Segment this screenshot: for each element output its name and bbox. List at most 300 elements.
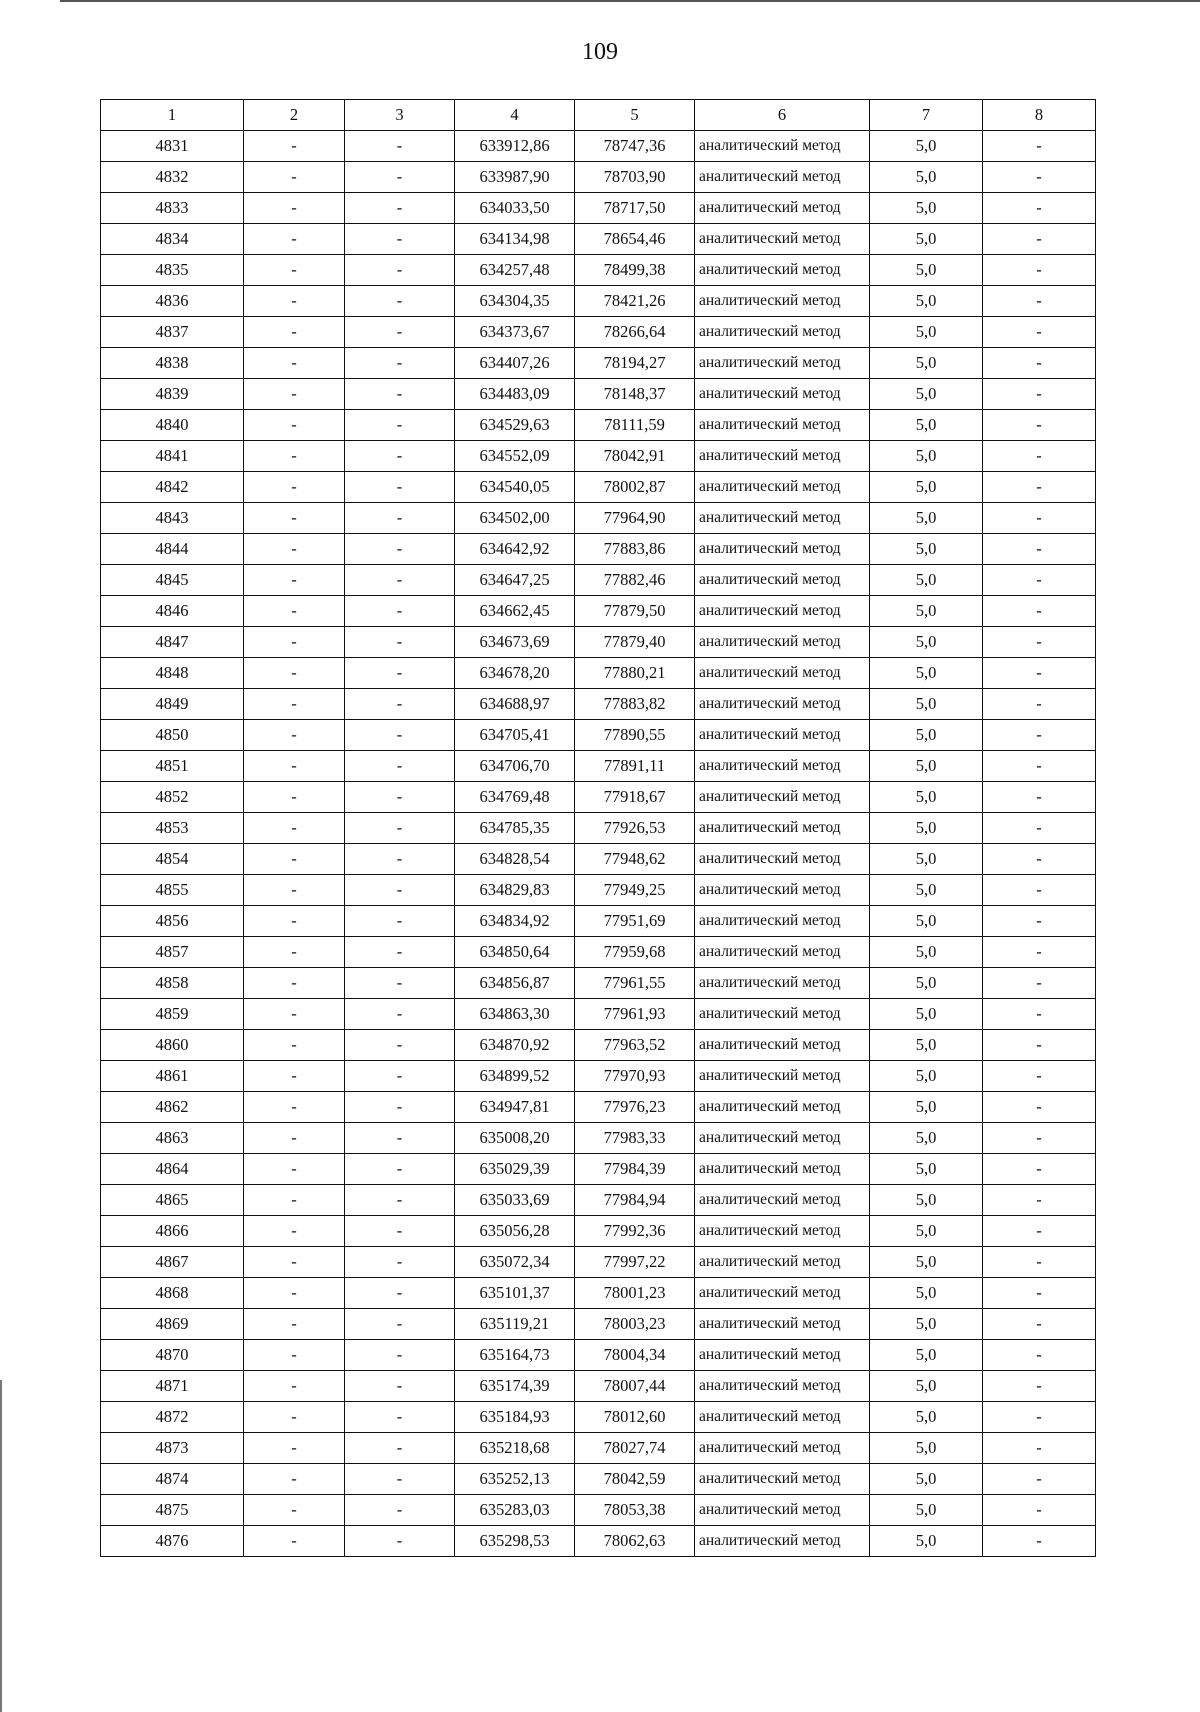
cell-col-8: - — [983, 1402, 1096, 1433]
cell-col-8: - — [983, 255, 1096, 286]
table-row — [101, 441, 1096, 472]
cell-col-8: - — [983, 348, 1096, 379]
cell-point-number: 4862 — [101, 1092, 244, 1123]
cell-col-3: - — [345, 1402, 455, 1433]
cell-col-8: - — [983, 224, 1096, 255]
cell-method: аналитический метод — [695, 968, 870, 999]
table-row — [101, 503, 1096, 534]
cell-col-8: - — [983, 534, 1096, 565]
cell-col-2: - — [244, 131, 345, 162]
cell-accuracy: 5,0 — [870, 472, 983, 503]
cell-col-2: - — [244, 1433, 345, 1464]
cell-col-8: - — [983, 286, 1096, 317]
cell-accuracy: 5,0 — [870, 1154, 983, 1185]
cell-col-8: - — [983, 1092, 1096, 1123]
cell-accuracy: 5,0 — [870, 348, 983, 379]
cell-point-number: 4852 — [101, 782, 244, 813]
cell-method: аналитический метод — [695, 1092, 870, 1123]
cell-accuracy: 5,0 — [870, 1030, 983, 1061]
cell-col-3: - — [345, 751, 455, 782]
cell-coord-y: 77964,90 — [575, 503, 695, 534]
page-number: 109 — [582, 39, 618, 65]
cell-coord-x: 634678,20 — [455, 658, 575, 689]
cell-col-3: - — [345, 255, 455, 286]
cell-point-number: 4850 — [101, 720, 244, 751]
table-row — [101, 1402, 1096, 1433]
cell-method: аналитический метод — [695, 1433, 870, 1464]
cell-method: аналитический метод — [695, 317, 870, 348]
cell-accuracy: 5,0 — [870, 1092, 983, 1123]
cell-method: аналитический метод — [695, 441, 870, 472]
cell-col-2: - — [244, 813, 345, 844]
cell-coord-y: 77926,53 — [575, 813, 695, 844]
cell-col-3: - — [345, 968, 455, 999]
cell-coord-x: 635184,93 — [455, 1402, 575, 1433]
cell-point-number: 4853 — [101, 813, 244, 844]
cell-accuracy: 5,0 — [870, 937, 983, 968]
cell-coord-y: 77997,22 — [575, 1247, 695, 1278]
cell-accuracy: 5,0 — [870, 441, 983, 472]
cell-col-8: - — [983, 999, 1096, 1030]
cell-point-number: 4838 — [101, 348, 244, 379]
cell-method: аналитический метод — [695, 534, 870, 565]
cell-coord-x: 634899,52 — [455, 1061, 575, 1092]
cell-method: аналитический метод — [695, 1495, 870, 1526]
cell-accuracy: 5,0 — [870, 875, 983, 906]
cell-accuracy: 5,0 — [870, 720, 983, 751]
cell-point-number: 4831 — [101, 131, 244, 162]
cell-point-number: 4845 — [101, 565, 244, 596]
cell-method: аналитический метод — [695, 1464, 870, 1495]
cell-accuracy: 5,0 — [870, 1061, 983, 1092]
table-row — [101, 782, 1096, 813]
cell-col-3: - — [345, 441, 455, 472]
cell-col-3: - — [345, 193, 455, 224]
cell-coord-y: 77948,62 — [575, 844, 695, 875]
cell-coord-x: 634373,67 — [455, 317, 575, 348]
cell-method: аналитический метод — [695, 813, 870, 844]
cell-point-number: 4854 — [101, 844, 244, 875]
cell-col-8: - — [983, 1061, 1096, 1092]
cell-coord-x: 635298,53 — [455, 1526, 575, 1557]
cell-coord-x: 634540,05 — [455, 472, 575, 503]
cell-col-8: - — [983, 162, 1096, 193]
cell-col-3: - — [345, 1123, 455, 1154]
cell-col-8: - — [983, 1340, 1096, 1371]
cell-col-8: - — [983, 1030, 1096, 1061]
cell-point-number: 4833 — [101, 193, 244, 224]
cell-point-number: 4856 — [101, 906, 244, 937]
cell-accuracy: 5,0 — [870, 534, 983, 565]
cell-col-3: - — [345, 286, 455, 317]
cell-point-number: 4837 — [101, 317, 244, 348]
cell-coord-y: 78003,23 — [575, 1309, 695, 1340]
cell-col-3: - — [345, 689, 455, 720]
cell-col-8: - — [983, 937, 1096, 968]
cell-col-3: - — [345, 1092, 455, 1123]
table-row — [101, 1185, 1096, 1216]
cell-col-2: - — [244, 1216, 345, 1247]
cell-col-8: - — [983, 441, 1096, 472]
cell-accuracy: 5,0 — [870, 1340, 983, 1371]
cell-method: аналитический метод — [695, 193, 870, 224]
column-header-6: 6 — [695, 100, 870, 131]
cell-accuracy: 5,0 — [870, 596, 983, 627]
table-row — [101, 1495, 1096, 1526]
cell-col-8: - — [983, 1154, 1096, 1185]
cell-method: аналитический метод — [695, 379, 870, 410]
cell-col-2: - — [244, 1185, 345, 1216]
cell-coord-x: 634529,63 — [455, 410, 575, 441]
cell-point-number: 4844 — [101, 534, 244, 565]
cell-col-3: - — [345, 720, 455, 751]
cell-coord-x: 635164,73 — [455, 1340, 575, 1371]
cell-accuracy: 5,0 — [870, 503, 983, 534]
cell-coord-y: 78111,59 — [575, 410, 695, 441]
cell-point-number: 4865 — [101, 1185, 244, 1216]
cell-method: аналитический метод — [695, 658, 870, 689]
table-row — [101, 906, 1096, 937]
cell-col-3: - — [345, 844, 455, 875]
cell-coord-x: 633987,90 — [455, 162, 575, 193]
cell-accuracy: 5,0 — [870, 565, 983, 596]
cell-point-number: 4858 — [101, 968, 244, 999]
cell-accuracy: 5,0 — [870, 1123, 983, 1154]
table-row — [101, 162, 1096, 193]
cell-col-2: - — [244, 534, 345, 565]
cell-accuracy: 5,0 — [870, 1216, 983, 1247]
cell-coord-x: 635119,21 — [455, 1309, 575, 1340]
cell-method: аналитический метод — [695, 286, 870, 317]
cell-method: аналитический метод — [695, 751, 870, 782]
cell-coord-x: 634483,09 — [455, 379, 575, 410]
cell-col-2: - — [244, 193, 345, 224]
cell-coord-y: 78042,59 — [575, 1464, 695, 1495]
cell-accuracy: 5,0 — [870, 689, 983, 720]
cell-col-8: - — [983, 503, 1096, 534]
cell-col-2: - — [244, 1061, 345, 1092]
table-row — [101, 1247, 1096, 1278]
cell-col-3: - — [345, 999, 455, 1030]
cell-col-8: - — [983, 844, 1096, 875]
cell-col-8: - — [983, 1495, 1096, 1526]
cell-accuracy: 5,0 — [870, 1402, 983, 1433]
cell-coord-y: 78148,37 — [575, 379, 695, 410]
cell-point-number: 4839 — [101, 379, 244, 410]
cell-coord-x: 634502,00 — [455, 503, 575, 534]
cell-col-2: - — [244, 844, 345, 875]
cell-col-3: - — [345, 1371, 455, 1402]
cell-method: аналитический метод — [695, 565, 870, 596]
table-row — [101, 1092, 1096, 1123]
cell-coord-x: 635174,39 — [455, 1371, 575, 1402]
cell-col-2: - — [244, 162, 345, 193]
cell-point-number: 4840 — [101, 410, 244, 441]
cell-col-3: - — [345, 1464, 455, 1495]
cell-method: аналитический метод — [695, 1526, 870, 1557]
cell-method: аналитический метод — [695, 131, 870, 162]
table-row — [101, 534, 1096, 565]
table-row — [101, 1154, 1096, 1185]
cell-method: аналитический метод — [695, 503, 870, 534]
cell-col-2: - — [244, 379, 345, 410]
cell-coord-x: 634257,48 — [455, 255, 575, 286]
cell-col-8: - — [983, 472, 1096, 503]
cell-method: аналитический метод — [695, 1340, 870, 1371]
cell-point-number: 4863 — [101, 1123, 244, 1154]
cell-col-2: - — [244, 224, 345, 255]
cell-coord-y: 78654,46 — [575, 224, 695, 255]
cell-col-3: - — [345, 379, 455, 410]
cell-point-number: 4847 — [101, 627, 244, 658]
cell-method: аналитический метод — [695, 162, 870, 193]
cell-coord-y: 78499,38 — [575, 255, 695, 286]
cell-point-number: 4872 — [101, 1402, 244, 1433]
cell-method: аналитический метод — [695, 720, 870, 751]
cell-col-3: - — [345, 1526, 455, 1557]
cell-accuracy: 5,0 — [870, 255, 983, 286]
cell-col-8: - — [983, 720, 1096, 751]
cell-col-2: - — [244, 1340, 345, 1371]
table-row — [101, 1030, 1096, 1061]
cell-col-2: - — [244, 441, 345, 472]
cell-coord-x: 635218,68 — [455, 1433, 575, 1464]
cell-col-2: - — [244, 317, 345, 348]
cell-coord-x: 634662,45 — [455, 596, 575, 627]
table-row — [101, 1433, 1096, 1464]
cell-accuracy: 5,0 — [870, 162, 983, 193]
table-row — [101, 348, 1096, 379]
table-row — [101, 596, 1096, 627]
cell-col-2: - — [244, 875, 345, 906]
table-header-row — [101, 100, 1096, 131]
cell-accuracy: 5,0 — [870, 1433, 983, 1464]
cell-col-8: - — [983, 1526, 1096, 1557]
cell-col-3: - — [345, 782, 455, 813]
table-row — [101, 689, 1096, 720]
cell-coord-y: 78266,64 — [575, 317, 695, 348]
cell-col-2: - — [244, 503, 345, 534]
cell-point-number: 4866 — [101, 1216, 244, 1247]
cell-col-3: - — [345, 627, 455, 658]
cell-point-number: 4842 — [101, 472, 244, 503]
table-row — [101, 844, 1096, 875]
cell-method: аналитический метод — [695, 1309, 870, 1340]
column-header-4: 4 — [455, 100, 575, 131]
cell-col-2: - — [244, 1371, 345, 1402]
cell-coord-x: 634688,97 — [455, 689, 575, 720]
cell-col-2: - — [244, 1495, 345, 1526]
cell-col-3: - — [345, 937, 455, 968]
cell-accuracy: 5,0 — [870, 627, 983, 658]
cell-col-8: - — [983, 1278, 1096, 1309]
cell-accuracy: 5,0 — [870, 224, 983, 255]
table-row — [101, 565, 1096, 596]
cell-col-8: - — [983, 1464, 1096, 1495]
cell-coord-y: 77918,67 — [575, 782, 695, 813]
cell-coord-x: 634863,30 — [455, 999, 575, 1030]
cell-accuracy: 5,0 — [870, 1247, 983, 1278]
cell-coord-x: 635008,20 — [455, 1123, 575, 1154]
cell-coord-y: 77880,21 — [575, 658, 695, 689]
table-row — [101, 968, 1096, 999]
cell-coord-y: 77984,94 — [575, 1185, 695, 1216]
table-row — [101, 1340, 1096, 1371]
cell-coord-x: 634642,92 — [455, 534, 575, 565]
cell-point-number: 4870 — [101, 1340, 244, 1371]
table-row — [101, 1123, 1096, 1154]
cell-col-3: - — [345, 565, 455, 596]
cell-point-number: 4832 — [101, 162, 244, 193]
table-row — [101, 224, 1096, 255]
cell-coord-y: 78717,50 — [575, 193, 695, 224]
cell-coord-y: 78007,44 — [575, 1371, 695, 1402]
cell-col-2: - — [244, 720, 345, 751]
cell-accuracy: 5,0 — [870, 131, 983, 162]
cell-point-number: 4861 — [101, 1061, 244, 1092]
cell-point-number: 4836 — [101, 286, 244, 317]
cell-method: аналитический метод — [695, 1371, 870, 1402]
table-row — [101, 410, 1096, 441]
table-row — [101, 751, 1096, 782]
cell-col-2: - — [244, 751, 345, 782]
cell-point-number: 4841 — [101, 441, 244, 472]
cell-coord-x: 634870,92 — [455, 1030, 575, 1061]
cell-method: аналитический метод — [695, 627, 870, 658]
cell-accuracy: 5,0 — [870, 968, 983, 999]
cell-accuracy: 5,0 — [870, 782, 983, 813]
cell-col-8: - — [983, 1247, 1096, 1278]
cell-coord-x: 634304,35 — [455, 286, 575, 317]
cell-col-3: - — [345, 1495, 455, 1526]
table-row — [101, 875, 1096, 906]
cell-col-8: - — [983, 627, 1096, 658]
cell-point-number: 4857 — [101, 937, 244, 968]
cell-accuracy: 5,0 — [870, 813, 983, 844]
cell-coord-y: 77959,68 — [575, 937, 695, 968]
cell-col-2: - — [244, 348, 345, 379]
cell-col-3: - — [345, 1278, 455, 1309]
cell-col-8: - — [983, 193, 1096, 224]
cell-accuracy: 5,0 — [870, 317, 983, 348]
cell-col-2: - — [244, 999, 345, 1030]
cell-method: аналитический метод — [695, 1030, 870, 1061]
table-row — [101, 472, 1096, 503]
cell-coord-x: 633912,86 — [455, 131, 575, 162]
cell-col-8: - — [983, 906, 1096, 937]
cell-method: аналитический метод — [695, 472, 870, 503]
cell-col-3: - — [345, 1154, 455, 1185]
table-row — [101, 658, 1096, 689]
cell-point-number: 4864 — [101, 1154, 244, 1185]
cell-col-2: - — [244, 472, 345, 503]
cell-coord-y: 78747,36 — [575, 131, 695, 162]
cell-col-3: - — [345, 1185, 455, 1216]
cell-method: аналитический метод — [695, 1247, 870, 1278]
cell-col-8: - — [983, 317, 1096, 348]
cell-col-8: - — [983, 658, 1096, 689]
table-body — [101, 131, 1096, 1557]
cell-col-8: - — [983, 875, 1096, 906]
cell-col-3: - — [345, 1309, 455, 1340]
cell-col-8: - — [983, 1185, 1096, 1216]
table-row — [101, 1278, 1096, 1309]
cell-col-3: - — [345, 1340, 455, 1371]
cell-col-8: - — [983, 565, 1096, 596]
cell-coord-x: 635033,69 — [455, 1185, 575, 1216]
cell-point-number: 4849 — [101, 689, 244, 720]
cell-coord-y: 77992,36 — [575, 1216, 695, 1247]
cell-col-3: - — [345, 596, 455, 627]
column-header-7: 7 — [870, 100, 983, 131]
cell-method: аналитический метод — [695, 410, 870, 441]
cell-coord-y: 77963,52 — [575, 1030, 695, 1061]
cell-col-8: - — [983, 596, 1096, 627]
cell-coord-x: 634829,83 — [455, 875, 575, 906]
cell-coord-y: 77879,50 — [575, 596, 695, 627]
cell-col-3: - — [345, 658, 455, 689]
table-row — [101, 317, 1096, 348]
cell-coord-x: 635056,28 — [455, 1216, 575, 1247]
table-row — [101, 286, 1096, 317]
cell-point-number: 4876 — [101, 1526, 244, 1557]
cell-col-3: - — [345, 906, 455, 937]
cell-point-number: 4873 — [101, 1433, 244, 1464]
cell-coord-x: 634033,50 — [455, 193, 575, 224]
cell-coord-x: 634706,70 — [455, 751, 575, 782]
cell-coord-y: 78421,26 — [575, 286, 695, 317]
cell-col-8: - — [983, 689, 1096, 720]
cell-point-number: 4835 — [101, 255, 244, 286]
cell-col-2: - — [244, 255, 345, 286]
cell-method: аналитический метод — [695, 255, 870, 286]
cell-col-2: - — [244, 286, 345, 317]
cell-coord-x: 634134,98 — [455, 224, 575, 255]
scan-edge-left — [0, 1380, 2, 1712]
cell-col-3: - — [345, 813, 455, 844]
cell-coord-x: 634856,87 — [455, 968, 575, 999]
cell-coord-y: 78053,38 — [575, 1495, 695, 1526]
cell-col-8: - — [983, 968, 1096, 999]
cell-col-3: - — [345, 1216, 455, 1247]
cell-point-number: 4867 — [101, 1247, 244, 1278]
cell-coord-x: 634647,25 — [455, 565, 575, 596]
cell-method: аналитический метод — [695, 224, 870, 255]
cell-col-8: - — [983, 1433, 1096, 1464]
table-row — [101, 627, 1096, 658]
cell-col-2: - — [244, 1402, 345, 1433]
cell-accuracy: 5,0 — [870, 1464, 983, 1495]
cell-coord-x: 634834,92 — [455, 906, 575, 937]
cell-point-number: 4834 — [101, 224, 244, 255]
cell-col-3: - — [345, 317, 455, 348]
cell-point-number: 4848 — [101, 658, 244, 689]
cell-coord-x: 634828,54 — [455, 844, 575, 875]
table-row — [101, 999, 1096, 1030]
cell-coord-y: 78042,91 — [575, 441, 695, 472]
table-row — [101, 131, 1096, 162]
cell-col-8: - — [983, 379, 1096, 410]
cell-col-3: - — [345, 1030, 455, 1061]
cell-col-2: - — [244, 1278, 345, 1309]
cell-accuracy: 5,0 — [870, 1185, 983, 1216]
table-row — [101, 1371, 1096, 1402]
column-header-5: 5 — [575, 100, 695, 131]
cell-col-2: - — [244, 937, 345, 968]
cell-accuracy: 5,0 — [870, 286, 983, 317]
cell-col-8: - — [983, 1123, 1096, 1154]
table-row — [101, 379, 1096, 410]
